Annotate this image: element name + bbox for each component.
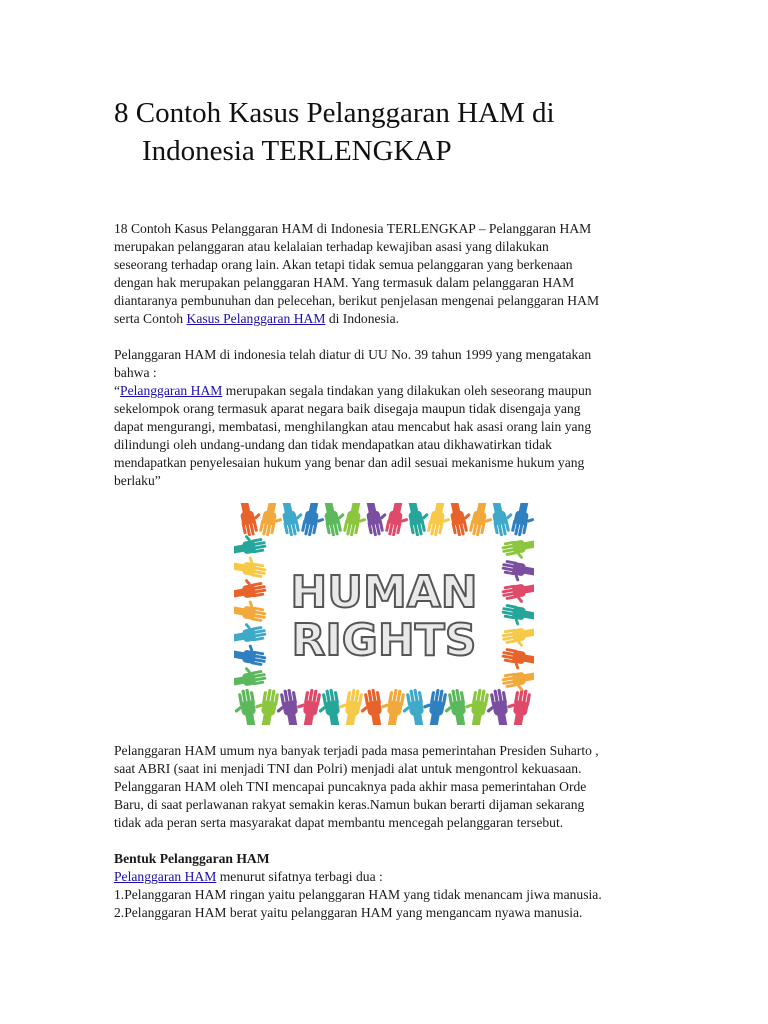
forms-section [114,850,674,922]
intro-line: seseorang terhadap orang lain. Akan tetapi tidak semua pelanggaran yang berkenaan [114,257,573,272]
definition-line: bahwa : [114,365,157,380]
forms-line [114,868,674,886]
history-paragraph [114,742,674,832]
definition-line: mendapatkan penyelesaian hukum yang benar dan adil sesuai mekanisme hukum yang [114,455,585,470]
forms-heading: Bentuk Pelanggaran HAM [114,851,270,866]
intro-text: serta Contoh [114,311,187,326]
history-line: saat ABRI (saat ini menjadi TNI dan Polri) menjadi alat untuk mengontrol kekuasaan. [114,761,582,776]
definition-line: dilindungi oleh undang-undang dan tidak mendapatkan atau dikhawatirkan tidak [114,437,552,452]
definition-line: berlaku” [114,473,161,488]
definition-line: dapat mengurangi, membatasi, menghilangkan atau mencabut hak asasi orang lain yang [114,419,592,434]
history-line: Pelanggaran HAM umum nya banyak terjadi pada masa pemerintahan Presiden Suharto , [114,743,599,758]
history-line: tidak ada peran serta masyarakat dapat membantu mencegah pelanggaran tersebut. [114,815,564,830]
history-line: Pelanggaran HAM oleh TNI mencapai puncaknya pada akhir masa pemerintahan Orde [114,779,587,794]
human-rights-image [234,503,534,725]
definition-line: Pelanggaran HAM di indonesia telah diatur di UU No. 39 tahun 1999 yang mengatakan [114,347,592,362]
definition-line [114,382,674,400]
intro-text: di Indonesia. [325,311,400,326]
definition-paragraph [114,346,674,490]
title-line-2: Indonesia TERLENGKAP [142,135,452,167]
intro-line: diantaranya pembunuhan dan pelecehan, berikut penjelasan mengenai pelanggaran HAM [114,293,600,308]
human-text: HUMAN [290,567,478,618]
page-title [114,94,674,170]
title-line-1: 8 Contoh Kasus Pelanggaran HAM di [114,97,555,129]
pelanggaran-ham-link-2[interactable]: Pelanggaran HAM [114,869,217,884]
intro-line: 18 Contoh Kasus Pelanggaran HAM di Indonesia TERLENGKAP – Pelanggaran HAM [114,221,592,236]
intro-line: merupakan pelanggaran atau kelalaian terhadap kewajiban asasi yang dilakukan [114,239,549,254]
pelanggaran-ham-link[interactable]: Pelanggaran HAM [120,383,223,398]
forms-line: 1.Pelanggaran HAM ringan yaitu pelanggaran HAM yang tidak menancam jiwa manusia. [114,887,602,902]
definition-text: merupakan segala tindakan yang dilakukan oleh seseorang maupun [222,383,592,398]
intro-line: dengan hak merupakan pelanggaran HAM. Yang termasuk dalam pelanggaran HAM [114,275,575,290]
definition-text: “ [114,383,121,398]
rights-text: RIGHTS [291,615,477,666]
definition-line: sekelompok orang termasuk aparat negara baik disegaja maupun tidak disengaja yang [114,401,581,416]
human-rights-illustration [234,503,534,725]
kasus-pelanggaran-ham-link[interactable]: Kasus Pelanggaran HAM [186,311,326,326]
intro-line [114,310,674,328]
forms-text: menurut sifatnya terbagi dua : [216,869,383,884]
forms-line: 2.Pelanggaran HAM berat yaitu pelanggaran HAM yang mengancam nyawa manusia. [114,905,583,920]
history-line: Baru, di saat perlawanan rakyat semakin keras.Namun bukan berarti dijaman sekarang [114,797,585,812]
intro-paragraph [114,220,674,328]
